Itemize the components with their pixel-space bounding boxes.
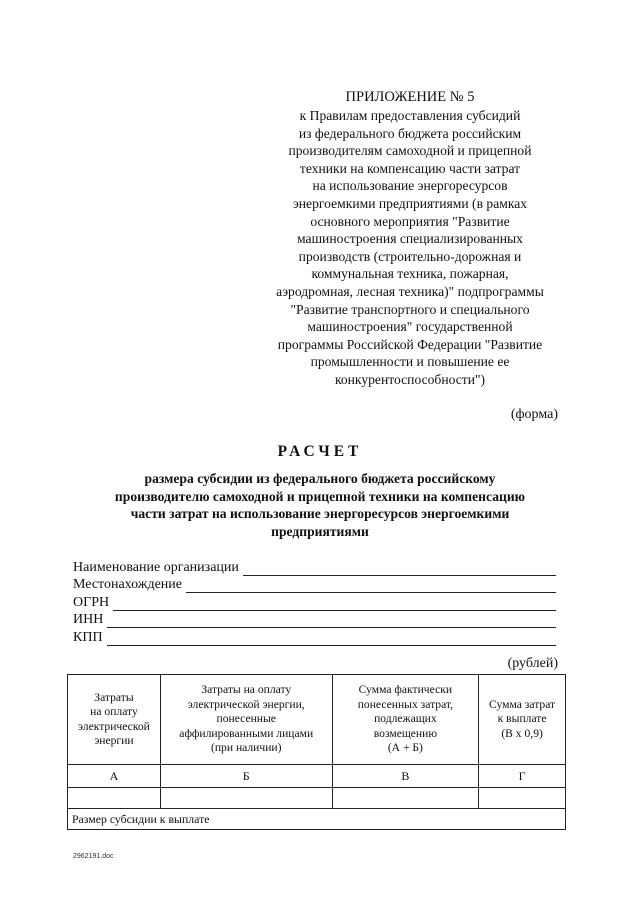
letter-cell: Г xyxy=(479,765,566,788)
letter-cell: В xyxy=(332,765,479,788)
field-organization-name xyxy=(73,558,556,576)
table-total-row xyxy=(68,809,566,830)
header-cell-v xyxy=(332,675,479,765)
field-label: ИНН xyxy=(73,612,104,627)
appendix-block xyxy=(260,88,560,389)
document-subtitle: размера субсидии из федерального бюджета российскому производителю самоходной и прицепной техники на компенсацию части затрат на использование энергоресурсов энергоемкими предприятиями xyxy=(114,471,526,539)
calculation-table xyxy=(67,674,566,830)
field-label: ОГРН xyxy=(73,594,110,610)
header-cell-g xyxy=(479,675,566,765)
field-input-line[interactable] xyxy=(186,579,556,593)
units-label: (рублей) xyxy=(507,656,558,671)
table-letters-row xyxy=(68,765,566,788)
table-header-row xyxy=(68,675,566,765)
form-label: (форма) xyxy=(510,407,558,422)
appendix-text: к Правилам предоставления субсидий из федерального бюджета российским производителям самоходной и прицепной техники на компенсацию части затрат на использование энергоресурсов энергоемкими предприятиями (в рамках основного мероприятия "Развитие машиностроения специализированных производств (строительно-дорожная и коммунальная техника, пожарная, аэродромная, лесная техника)" подпрограммы "Развитие транспортного и специального машиностроения" государственной программы Российской Федерации "Развитие промышленности и повышение ее конкурентоспособности") xyxy=(276,108,544,387)
appendix-title: ПРИЛОЖЕНИЕ № 5 xyxy=(345,89,475,105)
field-ogrn xyxy=(73,593,556,611)
field-input-line[interactable] xyxy=(243,562,556,576)
value-cell[interactable] xyxy=(332,788,479,809)
total-label: Размер субсидии к выплате xyxy=(68,809,566,830)
letter-cell: А xyxy=(68,765,161,788)
footer-filename: 2962191.doc xyxy=(73,853,114,860)
header-text: Сумма затрат к выплате (В x 0,9) xyxy=(489,697,556,740)
field-location xyxy=(73,576,556,594)
value-cell[interactable] xyxy=(160,788,332,809)
field-inn xyxy=(73,611,556,629)
header-cell-b xyxy=(160,675,332,765)
field-label: Наименование организации xyxy=(73,559,239,575)
header-cell-a xyxy=(68,675,161,765)
field-kpp xyxy=(73,628,556,646)
field-label: КПП xyxy=(73,629,103,645)
field-input-line[interactable] xyxy=(113,597,556,611)
table-row xyxy=(68,788,566,809)
letter-cell: Б xyxy=(160,765,332,788)
document-title: РАСЧЕТ xyxy=(277,443,363,460)
header-text: Затраты на оплату электрической энергии xyxy=(78,690,150,747)
value-cell[interactable] xyxy=(479,788,566,809)
field-input-line[interactable] xyxy=(107,632,556,646)
header-text: Затраты на оплату электрической энергии, понесенные аффилированными лицами (при наличии) xyxy=(179,683,314,755)
header-text: Сумма фактически понесенных затрат, подлежащих возмещению (А + Б) xyxy=(357,683,454,755)
value-cell[interactable] xyxy=(68,788,161,809)
organization-fields xyxy=(73,558,556,646)
field-label: Местонахождение xyxy=(73,577,183,592)
field-input-line[interactable] xyxy=(107,614,556,628)
